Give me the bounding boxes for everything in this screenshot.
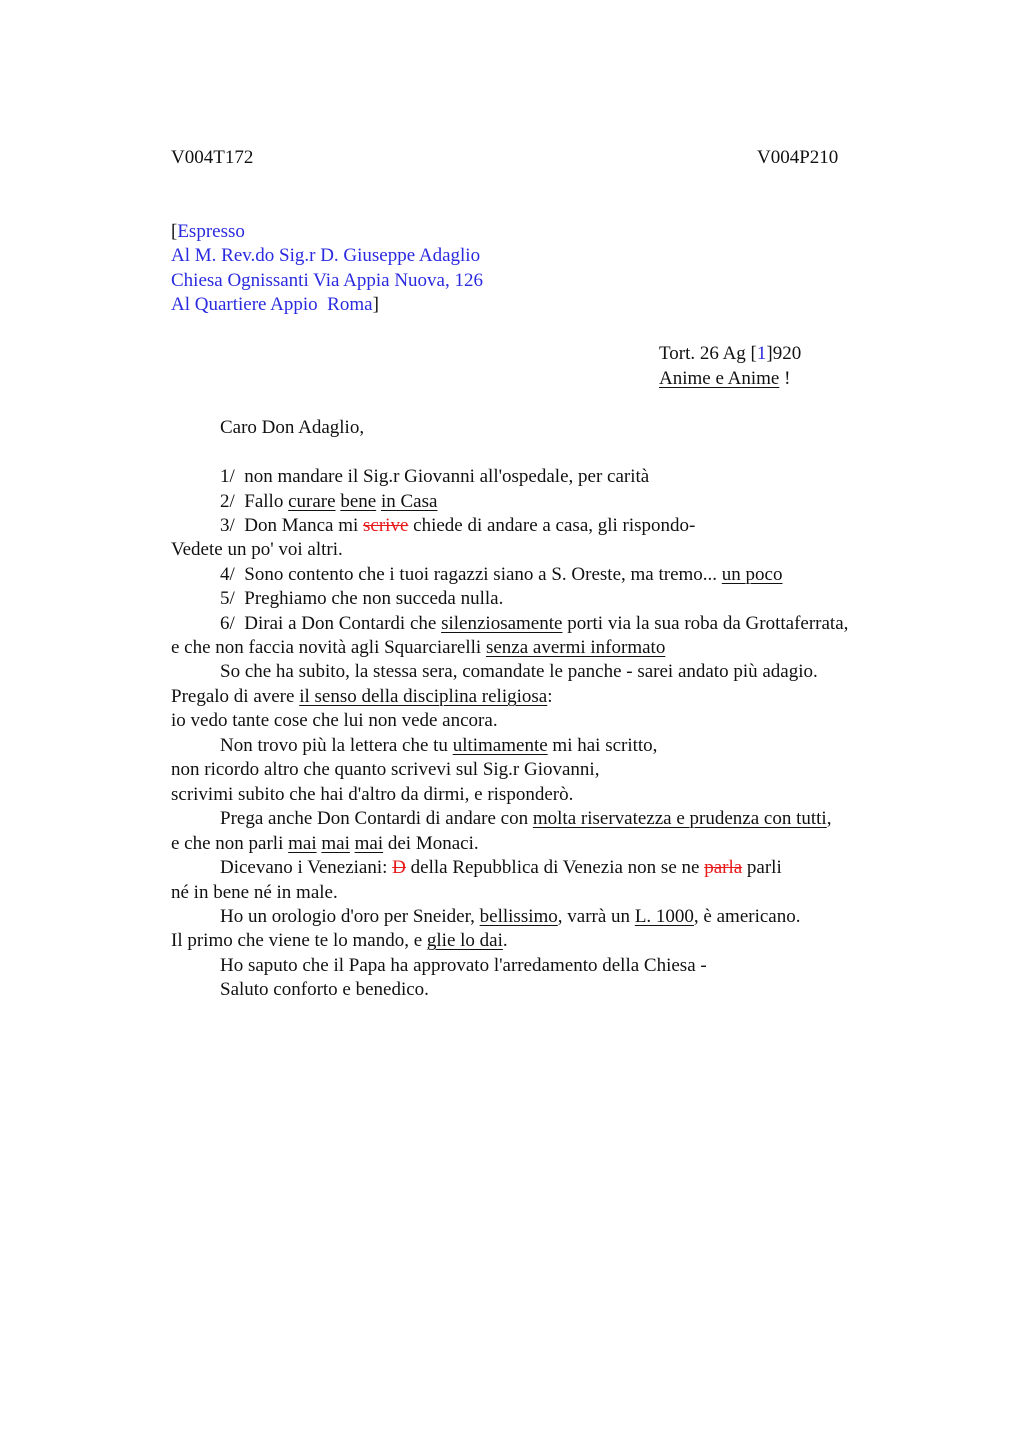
letter-motto: Anime e Anime !: [659, 368, 791, 389]
paragraph-5: 5/ Preghiamo che non succeda nulla.: [220, 588, 504, 609]
paragraph-7-cont2: io vedo tante cose che lui non vede ancora.: [171, 710, 498, 731]
archive-code-left: V004T172: [171, 147, 254, 168]
paragraph-8-cont2: scrivimi subito che hai d'altro da dirmi, e risponderò.: [171, 784, 574, 805]
paragraph-11: Ho un orologio d'oro per Sneider, bellissimo, varrà un L. 1000, è americano.: [220, 906, 801, 927]
paragraph-6: 6/ Dirai a Don Contardi che silenziosamente porti via la sua roba da Grottaferrata,: [220, 613, 849, 634]
address-line-3: Chiesa Ognissanti Via Appia Nuova, 126: [171, 270, 483, 291]
paragraph-1: 1/ non mandare il Sig.r Giovanni all'ospedale, per carità: [220, 466, 650, 487]
archive-code-right: V004P210: [757, 147, 839, 168]
closing: Saluto conforto e benedico.: [220, 979, 429, 1000]
paragraph-8: Non trovo più la lettera che tu ultimamente mi hai scritto,: [220, 735, 658, 756]
address-line-4: Al Quartiere Appio Roma]: [171, 294, 379, 315]
paragraph-8-cont: non ricordo altro che quanto scrivevi sul Sig.r Giovanni,: [171, 759, 600, 780]
paragraph-3: 3/ Don Manca mi scrive chiede di andare a casa, gli rispondo-: [220, 515, 696, 536]
paragraph-9-cont: e che non parli mai mai mai dei Monaci.: [171, 833, 479, 854]
paragraph-12: Ho saputo che il Papa ha approvato l'arredamento della Chiesa -: [220, 955, 707, 976]
paragraph-11-cont: Il primo che viene te lo mando, e glie lo dai.: [171, 930, 508, 951]
paragraph-7: So che ha subito, la stessa sera, comandate le panche - sarei andato più adagio.: [220, 661, 818, 682]
address-line-2: Al M. Rev.do Sig.r D. Giuseppe Adaglio: [171, 245, 481, 266]
greeting: Caro Don Adaglio,: [220, 417, 365, 438]
paragraph-9: Prega anche Don Contardi di andare con molta riservatezza e prudenza con tutti,: [220, 808, 832, 829]
letter-date: Tort. 26 Ag [1]920: [659, 343, 802, 364]
paragraph-4: 4/ Sono contento che i tuoi ragazzi siano a S. Oreste, ma tremo... un poco: [220, 564, 783, 585]
paragraph-6-cont: e che non faccia novità agli Squarciarelli senza avermi informato: [171, 637, 666, 658]
paragraph-10-cont: né in bene né in male.: [171, 882, 338, 903]
paragraph-7-cont: Pregalo di avere il senso della disciplina religiosa:: [171, 686, 553, 707]
paragraph-2: 2/ Fallo curare bene in Casa: [220, 491, 438, 512]
paragraph-3-cont: Vedete un po' voi altri.: [171, 539, 343, 560]
paragraph-10: Dicevano i Veneziani: D della Repubblica di Venezia non se ne parla parli: [220, 857, 782, 878]
address-line-1: [Espresso: [171, 221, 245, 242]
